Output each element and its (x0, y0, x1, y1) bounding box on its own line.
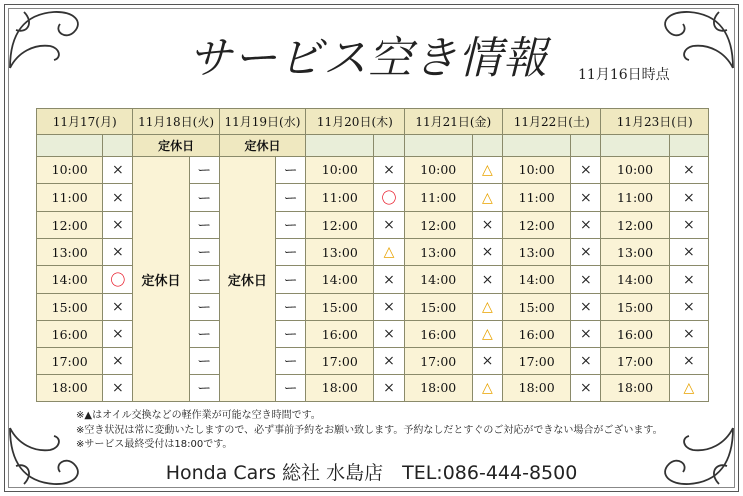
time-slot: 15:00 (37, 294, 103, 321)
availability-mark (189, 265, 219, 293)
availability-symbol: ー (283, 327, 298, 344)
subheader-cell (472, 135, 502, 157)
availability-symbol: × (383, 379, 395, 396)
availability-symbol: ー (197, 190, 212, 207)
availability-symbol: ー (197, 300, 212, 317)
availability-mark (374, 239, 404, 266)
day-header: 11月23日(日) (601, 109, 709, 135)
time-slot: 10:00 (601, 157, 669, 184)
availability-mark (276, 212, 306, 239)
closed-day-label: 定休日 (219, 135, 305, 157)
store-footer: Honda Cars 総社 水島店 TEL:086-444-8500 (165, 462, 578, 484)
availability-mark (374, 212, 404, 239)
time-slot: 18:00 (306, 374, 374, 401)
day-header: 11月22日(土) (503, 109, 601, 135)
availability-symbol: × (682, 161, 695, 178)
day-header: 11月19日(水) (219, 109, 305, 135)
availability-mark (276, 183, 306, 211)
availability-mark (669, 157, 708, 184)
availability-symbol: × (383, 326, 395, 343)
time-slot: 15:00 (306, 294, 374, 321)
availability-mark (103, 348, 133, 375)
availability-symbol: × (383, 271, 395, 288)
availability-symbol: ー (283, 218, 298, 235)
availability-mark (669, 294, 708, 321)
availability-mark (571, 348, 601, 375)
subheader-cell (374, 135, 404, 157)
time-slot: 18:00 (601, 374, 669, 401)
availability-mark (571, 265, 601, 293)
availability-mark (276, 294, 306, 321)
subheader-cell (571, 135, 601, 157)
time-slot: 16:00 (601, 321, 669, 348)
availability-mark (103, 294, 133, 321)
availability-symbol: × (682, 353, 695, 369)
as-of-date: 11月16日時点 (578, 67, 670, 83)
subheader-cell (601, 135, 669, 157)
time-slot: 16:00 (306, 321, 374, 348)
availability-symbol: × (383, 353, 395, 369)
availability-symbol: ー (197, 162, 212, 179)
availability-mark (472, 157, 502, 184)
availability-symbol: 〇 (381, 189, 397, 208)
subheader-cell (669, 135, 708, 157)
availability-mark (669, 374, 708, 401)
availability-symbol: × (579, 271, 592, 288)
availability-symbol: × (579, 189, 592, 206)
time-slot: 17:00 (404, 348, 472, 375)
availability-mark (103, 157, 133, 184)
time-slot: 14:00 (404, 265, 472, 293)
availability-mark (472, 212, 502, 239)
availability-symbol: × (383, 299, 395, 316)
availability-mark (103, 183, 133, 211)
time-slot: 12:00 (404, 212, 472, 239)
availability-symbol: ー (197, 380, 212, 397)
subheader-cell (37, 135, 103, 157)
subheader-cell (404, 135, 472, 157)
availability-symbol: × (682, 244, 695, 261)
time-slot: 13:00 (306, 239, 374, 266)
availability-mark (276, 239, 306, 266)
availability-symbol: × (579, 244, 592, 261)
availability-symbol: × (383, 217, 395, 234)
availability-symbol: ー (283, 380, 298, 397)
time-slot: 12:00 (306, 212, 374, 239)
availability-symbol: × (111, 299, 124, 316)
availability-mark (276, 265, 306, 293)
availability-mark (571, 294, 601, 321)
time-slot: 10:00 (503, 157, 571, 184)
time-slot: 16:00 (37, 321, 103, 348)
notes (76, 409, 663, 453)
availability-mark (189, 157, 219, 184)
time-slot: 11:00 (37, 183, 103, 211)
availability-mark (472, 239, 502, 266)
day-header: 11月18日(火) (133, 109, 219, 135)
availability-mark (189, 348, 219, 375)
availability-symbol: ー (197, 218, 212, 235)
closed-day-label: 定休日 (133, 135, 219, 157)
availability-symbol: × (579, 161, 592, 178)
availability-mark (669, 348, 708, 375)
availability-mark (472, 183, 502, 211)
availability-mark (374, 183, 404, 211)
subheader-cell (306, 135, 374, 157)
table-row (37, 157, 709, 184)
note-line: ※サービス最終受付は18:00です。 (76, 439, 233, 450)
availability-mark (189, 183, 219, 211)
availability-symbol: × (111, 217, 124, 234)
day-header: 11月21日(金) (404, 109, 502, 135)
availability-mark (669, 212, 708, 239)
availability-symbol: 〇 (110, 271, 126, 290)
time-slot: 11:00 (503, 183, 571, 211)
time-slot: 15:00 (601, 294, 669, 321)
day-header: 11月17(月) (37, 109, 133, 135)
availability-mark (669, 239, 708, 266)
availability-mark (472, 374, 502, 401)
availability-symbol: × (579, 353, 592, 369)
availability-mark (472, 294, 502, 321)
availability-mark (571, 321, 601, 348)
availability-symbol: ー (283, 272, 298, 289)
time-slot: 14:00 (306, 265, 374, 293)
note-line: ※▲はオイル交換などの軽作業が可能な空き時間です。 (76, 410, 321, 421)
time-slot: 18:00 (503, 374, 571, 401)
availability-symbol: ー (283, 300, 298, 317)
availability-mark (472, 321, 502, 348)
availability-mark (669, 183, 708, 211)
availability-mark (189, 212, 219, 239)
time-slot: 11:00 (306, 183, 374, 211)
availability-symbol: ー (197, 272, 212, 289)
availability-mark (103, 265, 133, 293)
availability-mark (374, 321, 404, 348)
time-slot: 17:00 (601, 348, 669, 375)
availability-mark (189, 239, 219, 266)
availability-symbol: ー (197, 245, 212, 262)
time-slot: 12:00 (37, 212, 103, 239)
availability-symbol: ー (197, 354, 212, 370)
availability-mark (571, 239, 601, 266)
availability-symbol: ー (283, 190, 298, 207)
availability-symbol: × (481, 271, 494, 288)
time-slot: 11:00 (404, 183, 472, 211)
page-title: サービス空き情報 (188, 33, 548, 84)
availability-mark (189, 294, 219, 321)
availability-symbol: × (111, 189, 124, 206)
time-slot: 10:00 (37, 157, 103, 184)
time-slot: 14:00 (601, 265, 669, 293)
time-slot: 15:00 (503, 294, 571, 321)
availability-symbol: × (682, 299, 695, 316)
availability-mark (103, 212, 133, 239)
time-slot: 17:00 (37, 348, 103, 375)
time-slot: 14:00 (37, 265, 103, 293)
availability-symbol: × (383, 161, 395, 178)
closed-day-cell: 定休日 (219, 157, 275, 402)
availability-symbol: × (481, 217, 494, 234)
time-slot: 10:00 (404, 157, 472, 184)
time-slot: 17:00 (306, 348, 374, 375)
availability-mark (571, 212, 601, 239)
time-slot: 10:00 (306, 157, 374, 184)
time-slot: 13:00 (404, 239, 472, 266)
availability-symbol: △ (482, 161, 493, 178)
availability-symbol: △ (482, 189, 493, 206)
availability-symbol: △ (383, 244, 395, 261)
availability-symbol: ー (283, 354, 298, 370)
corner-ornament-top-left (4, 4, 94, 74)
availability-mark (103, 321, 133, 348)
availability-symbol: × (481, 244, 494, 261)
availability-symbol: × (111, 161, 124, 178)
availability-symbol: × (682, 271, 695, 288)
availability-mark (276, 321, 306, 348)
availability-mark (472, 265, 502, 293)
availability-mark (472, 348, 502, 375)
time-slot: 13:00 (503, 239, 571, 266)
availability-mark (669, 321, 708, 348)
availability-table (36, 108, 709, 402)
availability-mark (276, 157, 306, 184)
availability-symbol: × (682, 189, 695, 206)
time-slot: 12:00 (503, 212, 571, 239)
availability-mark (374, 157, 404, 184)
availability-symbol: × (682, 217, 695, 234)
time-slot: 13:00 (37, 239, 103, 266)
availability-symbol: ー (197, 327, 212, 344)
time-slot: 17:00 (503, 348, 571, 375)
note-line: ※空き状況は常に変動いたしますので、必ず事前予約をお願い致します。予約なしだとすぐのご対応ができない場合がございます。 (76, 424, 663, 436)
availability-mark (571, 374, 601, 401)
availability-mark (374, 348, 404, 375)
availability-mark (374, 374, 404, 401)
availability-mark (189, 374, 219, 401)
availability-symbol: × (579, 299, 592, 316)
time-slot: 14:00 (503, 265, 571, 293)
availability-symbol: △ (482, 299, 493, 316)
time-slot: 16:00 (404, 321, 472, 348)
availability-symbol: × (111, 379, 124, 396)
availability-symbol: ー (283, 162, 298, 179)
availability-symbol: △ (482, 326, 493, 343)
availability-mark (103, 239, 133, 266)
availability-mark (189, 321, 219, 348)
subheader-cell (503, 135, 571, 157)
availability-symbol: △ (683, 379, 695, 396)
time-slot: 15:00 (404, 294, 472, 321)
availability-mark (103, 374, 133, 401)
availability-symbol: × (579, 326, 592, 343)
day-header: 11月20日(木) (306, 109, 404, 135)
time-slot: 18:00 (404, 374, 472, 401)
availability-symbol: × (682, 326, 695, 343)
availability-symbol: × (111, 353, 124, 369)
subheader-cell (103, 135, 133, 157)
availability-symbol: × (481, 353, 494, 369)
availability-symbol: △ (482, 379, 493, 396)
availability-mark (276, 348, 306, 375)
closed-day-cell: 定休日 (133, 157, 189, 402)
availability-symbol: × (579, 379, 592, 396)
availability-mark (276, 374, 306, 401)
time-slot: 11:00 (601, 183, 669, 211)
availability-symbol: × (111, 326, 124, 343)
availability-mark (669, 265, 708, 293)
availability-mark (374, 294, 404, 321)
time-slot: 18:00 (37, 374, 103, 401)
availability-symbol: × (111, 244, 124, 261)
time-slot: 13:00 (601, 239, 669, 266)
availability-mark (571, 183, 601, 211)
availability-mark (571, 157, 601, 184)
availability-symbol: × (579, 217, 592, 234)
availability-symbol: ー (283, 245, 298, 262)
time-slot: 12:00 (601, 212, 669, 239)
availability-mark (374, 265, 404, 293)
time-slot: 16:00 (503, 321, 571, 348)
